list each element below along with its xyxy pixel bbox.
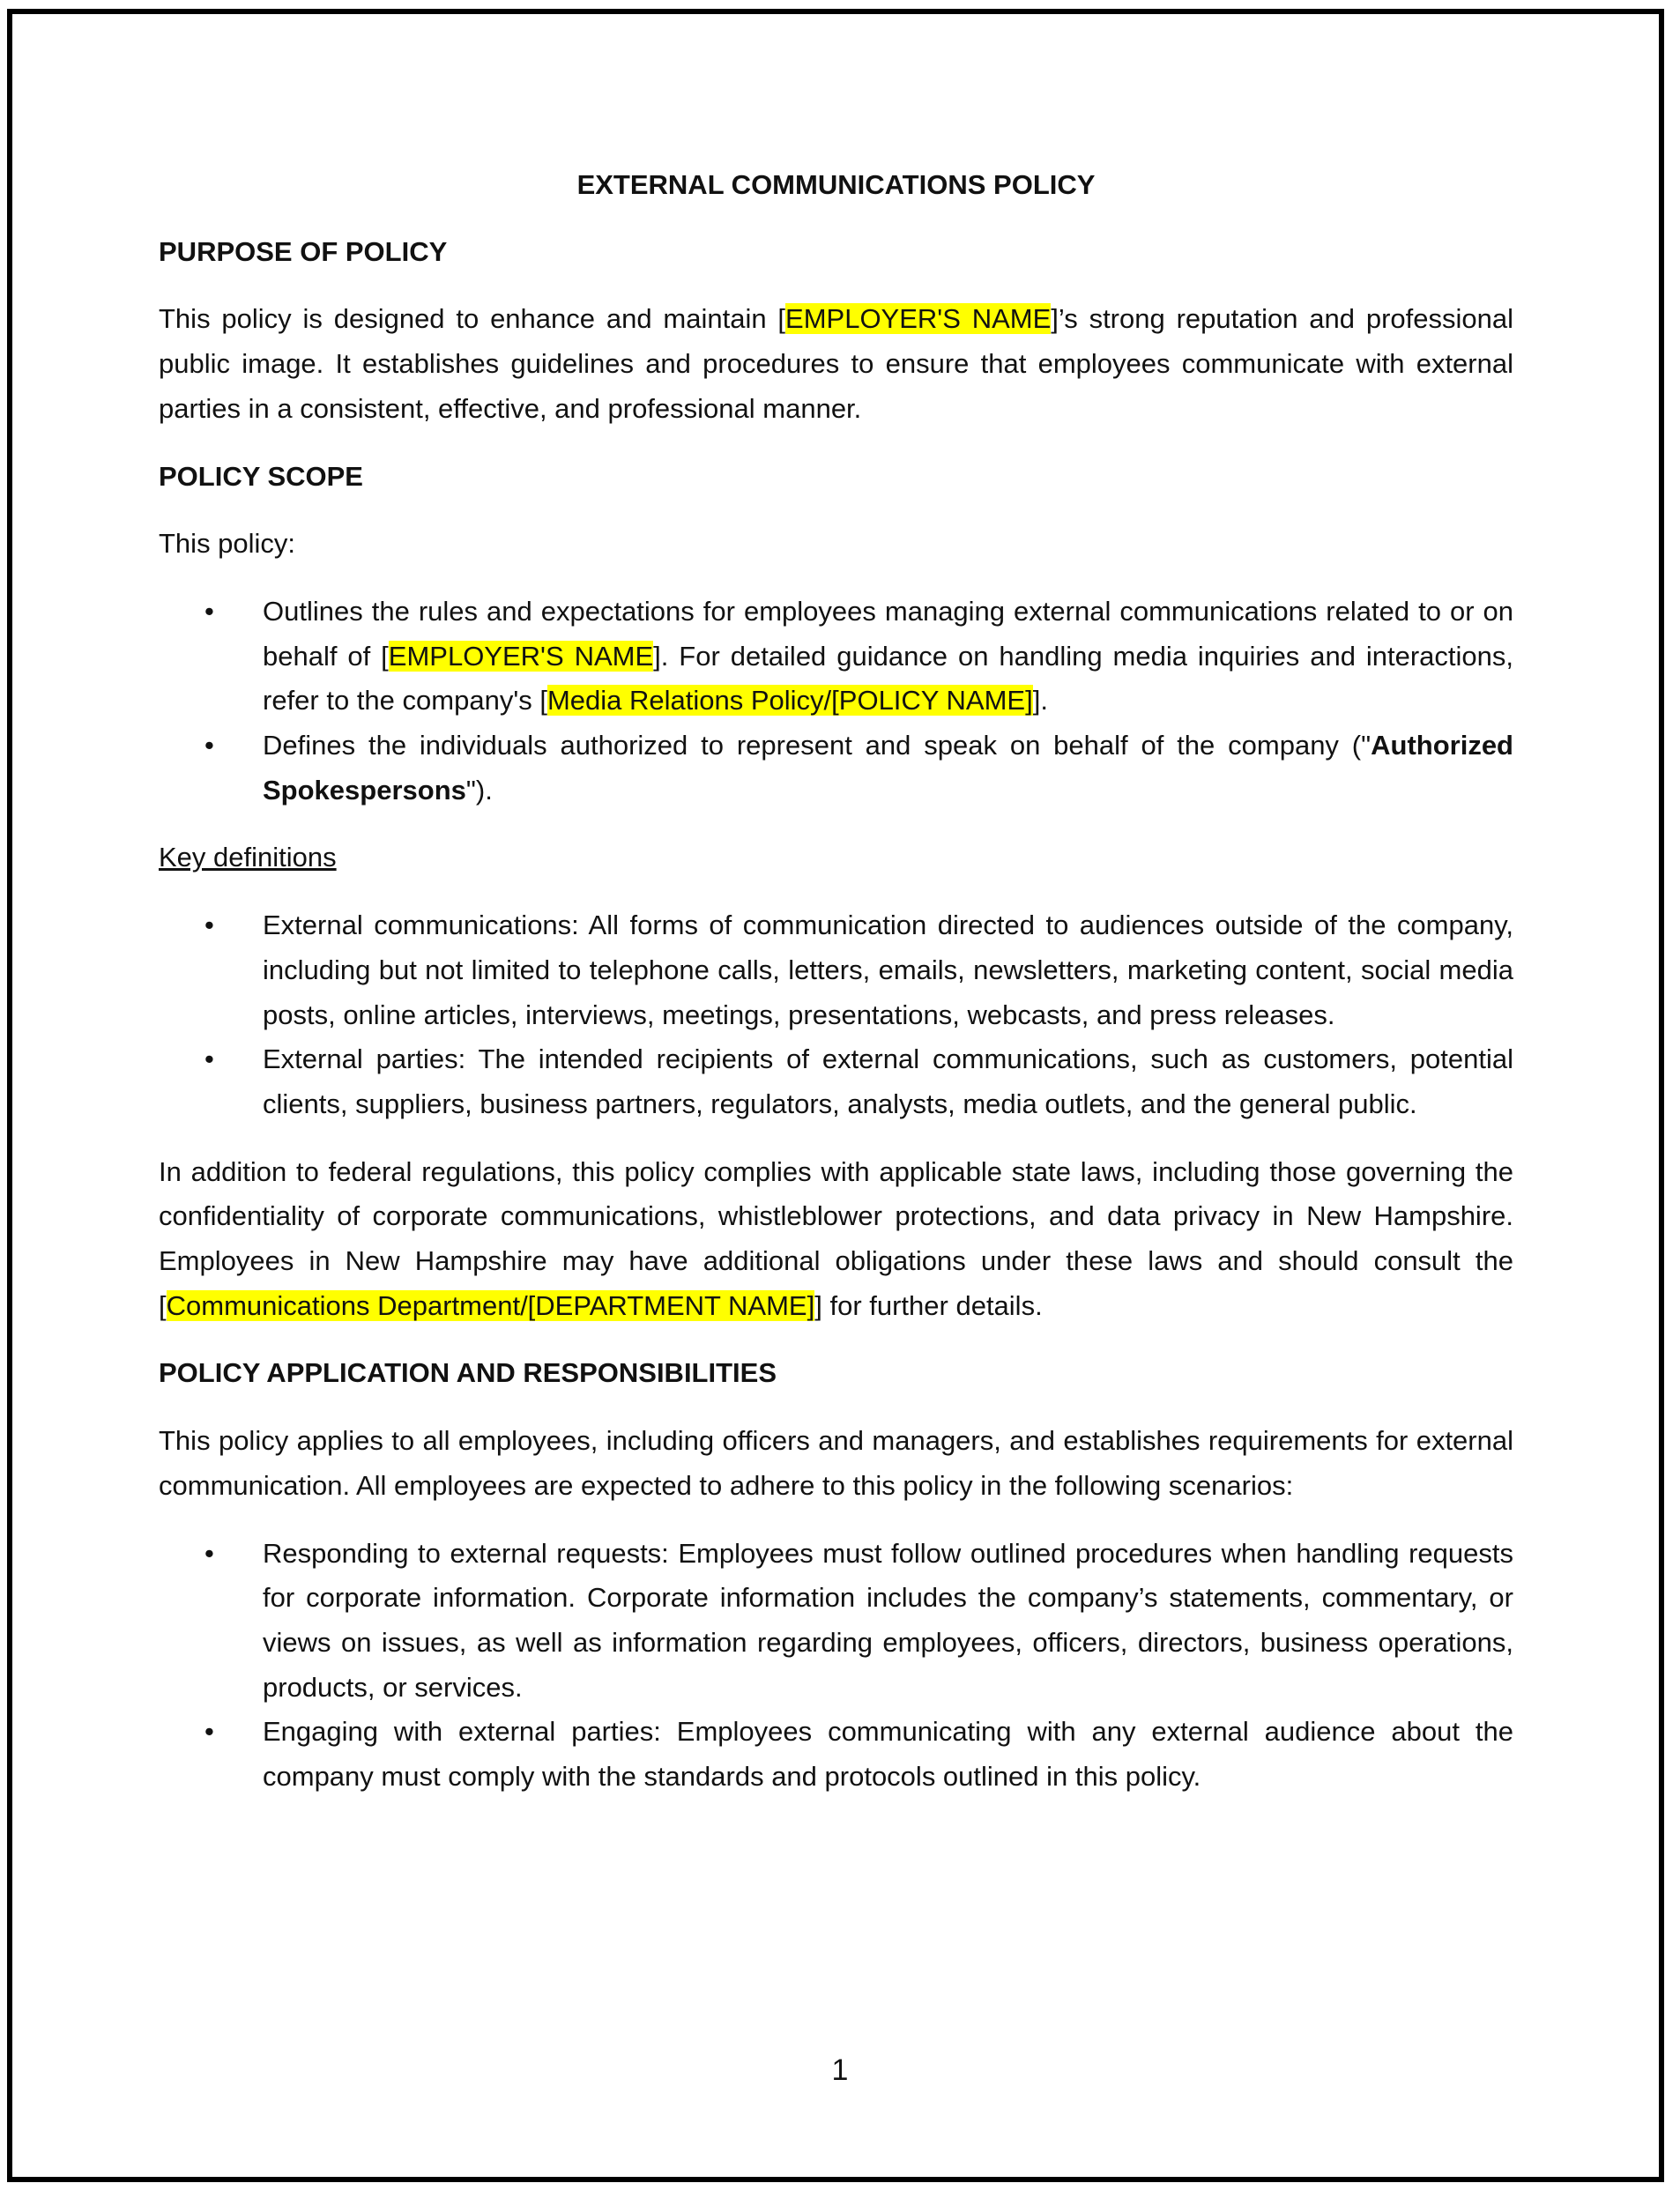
- bullet-icon: •: [204, 595, 214, 627]
- authorized-spokespersons-term: Authorized Spokespersons: [263, 730, 1513, 806]
- definition-text: External communications: All forms of communication directed to audiences outside of the company, including but not limited to telephone calls, letters, emails, newsletters, marketing content, social media posts, online articles, interviews, meetings, presentations, webcasts, and press releases.: [263, 910, 1513, 1030]
- employer-name-placeholder: EMPLOYER'S NAME: [388, 640, 654, 672]
- list-item: [159, 1710, 1513, 1799]
- application-item-text: Responding to external requests: Employees must follow outlined procedures when handling requests for corporate information. Corporate information includes the company’s statements, commentary, or views on issues, as well as information regarding employees, officers, directors, business operations, products, or services.: [263, 1537, 1513, 1703]
- document-body: [159, 163, 1513, 1823]
- purpose-heading: PURPOSE OF POLICY: [159, 235, 448, 267]
- bullet-icon: •: [204, 1537, 214, 1569]
- bullet-icon: •: [204, 730, 214, 761]
- bullet-icon: •: [204, 1043, 214, 1075]
- application-item-text: Engaging with external parties: Employees communicating with any external audience about the company must comply with the standards and protocols outlined in this policy.: [263, 1716, 1513, 1793]
- employer-name-placeholder: EMPLOYER'S NAME: [785, 303, 1052, 335]
- list-item: [159, 724, 1513, 813]
- list-item: [159, 1532, 1513, 1711]
- department-placeholder: Communications Department/[DEPARTMENT NAME]: [166, 1289, 815, 1321]
- application-intro: This policy applies to all employees, including officers and managers, and establishes requirements for external communication. All employees are expected to adhere to this policy in the following scenarios:: [159, 1425, 1513, 1501]
- scope-list: [159, 590, 1513, 813]
- purpose-text-post: ]’s strong reputation and professional public image. It establishes guidelines and procedures to ensure that employees communicate with external parties in a consistent, effective, and professional manner.: [159, 303, 1513, 424]
- purpose-text-pre: This policy is designed to enhance and maintain [: [159, 303, 786, 335]
- state-law-paragraph: [159, 1150, 1513, 1329]
- scope-intro: This policy:: [159, 528, 296, 560]
- definition-text: External parties: The intended recipients of external communications, such as customers, potential clients, suppliers, business partners, regulators, analysts, media outlets, and the general public.: [263, 1043, 1513, 1119]
- state-text-post: ] for further details.: [814, 1289, 1043, 1321]
- bullet-icon: •: [204, 1716, 214, 1748]
- application-heading: POLICY APPLICATION AND RESPONSIBILITIES: [159, 1357, 777, 1389]
- scope-b2-text2: ").: [465, 774, 493, 806]
- scope-b1-text3: ].: [1032, 685, 1048, 717]
- state-text-pre: In addition to federal regulations, this policy complies with applicable state laws, including those governing the confidentiality of corporate communications, whistleblower protections, and data privacy in New Hampshire. Employees in New Hampshire may have additional obligations under these laws and should consult the [: [159, 1155, 1513, 1321]
- scope-b1-text2: ]. For detailed guidance on handling media inquiries and interactions, refer to the company's [: [263, 640, 1514, 717]
- purpose-paragraph: [159, 297, 1513, 431]
- key-definitions-heading: Key definitions: [159, 842, 337, 873]
- page-number: 1: [831, 2053, 849, 2087]
- list-item: [159, 1037, 1513, 1126]
- media-policy-placeholder: Media Relations Policy/[POLICY NAME]: [546, 685, 1033, 717]
- scope-heading: POLICY SCOPE: [159, 460, 363, 492]
- bullet-icon: •: [204, 910, 214, 941]
- definitions-list: [159, 903, 1513, 1127]
- list-item: [159, 590, 1513, 724]
- application-list: [159, 1532, 1513, 1800]
- document-title: EXTERNAL COMMUNICATIONS POLICY: [576, 169, 1096, 200]
- list-item: [159, 903, 1513, 1037]
- scope-b1-text1: Outlines the rules and expectations for employees managing external communications related to or on behalf of [: [263, 595, 1513, 672]
- scope-b2-text1: Defines the individuals authorized to represent and speak on behalf of the company (": [263, 730, 1372, 761]
